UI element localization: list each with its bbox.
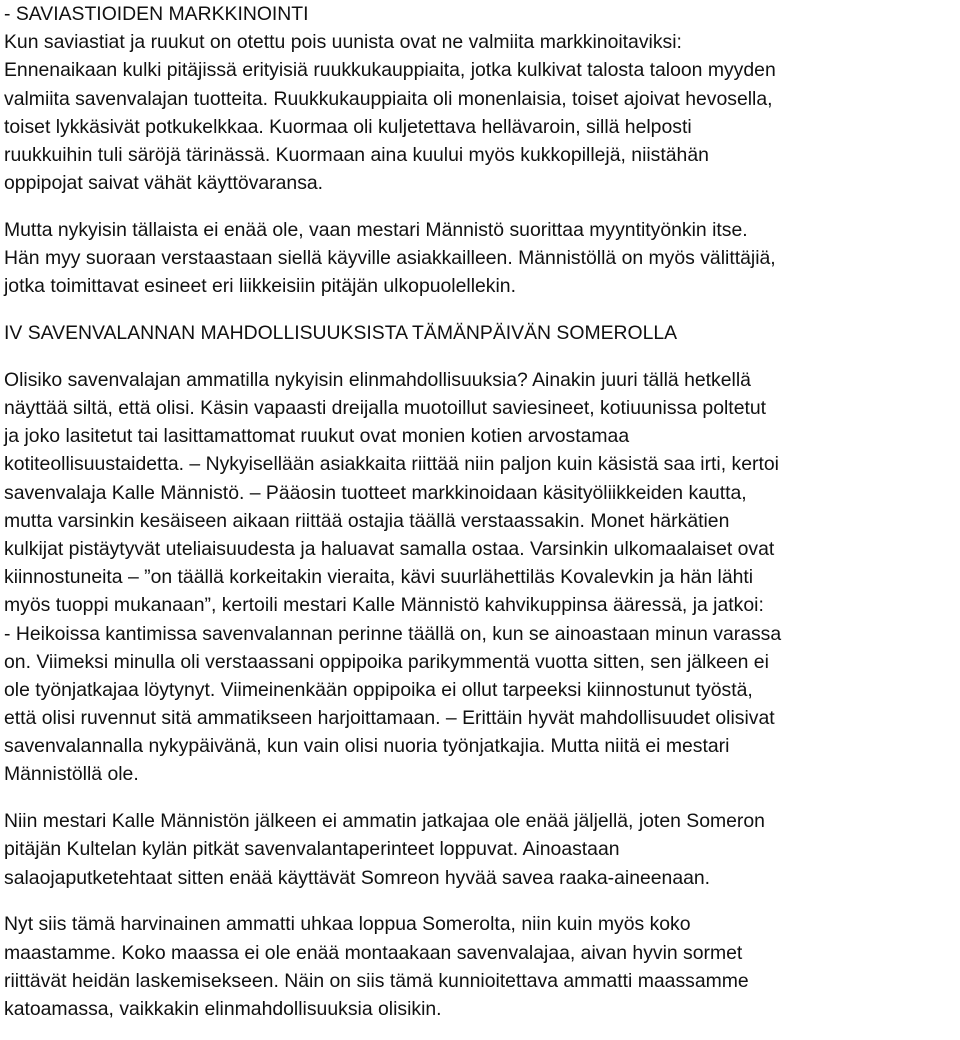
text-line: - Heikoissa kantimissa savenvalannan perinne täällä on, kun se ainoastaan minun varassa — [4, 622, 782, 645]
text-line: kiinnostuneita – ”on täällä korkeitakin vieraita, kävi suurlähettiläs Kovalevkin ja hän lähti — [4, 566, 754, 589]
text-line: kulkijat pistäytyvät uteliaisuudesta ja haluavat samalla ostaa. Varsinkin ulkomaalaiset ovat — [4, 537, 775, 560]
document-page — [4, 0, 956, 1023]
paragraph-gap — [4, 347, 956, 366]
text-line: mutta varsinkin kesäiseen aikaan riittää ostajia täällä verstaassakin. Monet härkätien — [4, 509, 730, 532]
paragraph-gap — [4, 892, 956, 911]
text-line: maastamme. Koko maassa ei ole enää montaakaan savenvalajaa, aivan hyvin sormet — [4, 941, 743, 964]
text-line: Hän myy suoraan verstaastaan siellä käyville asiakkailleen. Männistöllä on myös välittäjiä, — [4, 247, 776, 270]
text-line: savenvalannalla nykypäivänä, kun vain olisi nuoria työnjatkajia. Mutta niitä ei mestari — [4, 735, 730, 758]
text-line: Ennenaikaan kulki pitäjissä erityisiä ruukkukauppiaita, jotka kulkivat talosta taloon myyden — [4, 59, 776, 82]
paragraph-gap — [4, 197, 956, 216]
text-line: oppipojat saivat vähät käyttövaransa. — [4, 172, 324, 195]
paragraph-gap — [4, 789, 956, 808]
text-line: - SAVIASTIOIDEN MARKKINOINTI — [4, 3, 309, 25]
text-line: on. Viimeksi minulla oli verstaassani oppipoika parikymmentä vuotta sitten, sen jälkeen ei — [4, 650, 769, 673]
text-line: ole työnjatkajaa löytynyt. Viimeinenkään oppipoika ei ollut tarpeeksi kiinnostunut työstä, — [4, 678, 753, 701]
text-line: salaojaputketehtaat sitten enää käyttävät Somreon hyvää savea raaka-aineenaan. — [4, 866, 711, 889]
text-line: Olisiko savenvalajan ammatilla nykyisin elinmahdollisuuksia? Ainakin juuri tällä hetkellä — [4, 368, 751, 391]
text-line: jotka toimittavat esineet eri liikkeisiin pitäjän ulkopuolellekin. — [4, 275, 516, 298]
text-line: savenvalaja Kalle Männistö. – Pääosin tuotteet markkinoidaan käsityöliikkeiden kautta, — [4, 481, 747, 504]
text-line: Männistöllä ole. — [4, 763, 139, 786]
text-line: toiset lykkäsivät potkukelkkaa. Kuormaa oli kuljetettava hellävaroin, sillä helposti — [4, 115, 692, 138]
text-line: että olisi ruvennut sitä ammatikseen harjoittamaan. – Erittäin hyvät mahdollisuudet olisivat — [4, 707, 775, 730]
text-line: Niin mestari Kalle Männistön jälkeen ei ammatin jatkajaa ole enää jäljellä, joten Someron — [4, 810, 765, 833]
text-line: IV SAVENVALANNAN MAHDOLLISUUKSISTA TÄMÄNPÄIVÄN SOMEROLLA — [4, 322, 678, 345]
text-line: näyttää siltä, että olisi. Käsin vapaasti dreijalla muotoillut saviesineet, kotiuunissa poltetut — [4, 397, 767, 420]
text-line: Nyt siis tämä harvinainen ammatti uhkaa loppua Somerolta, niin kuin myös koko — [4, 913, 691, 936]
text-line: Mutta nykyisin tällaista ei enää ole, vaan mestari Männistö suorittaa myyntityönkin itse. — [4, 218, 748, 241]
text-line: myös tuoppi mukanaan”, kertoili mestari Kalle Männistö kahvikuppinsa ääressä, ja jatkoi: — [4, 594, 764, 617]
text-line: riittävät heidän laskemisekseen. Näin on siis tämä kunnioitettava ammatti maassamme — [4, 969, 749, 992]
text-line: Kun saviastiat ja ruukut on otettu pois uunista ovat ne valmiita markkinoitaviksi: — [4, 31, 682, 54]
text-line: pitäjän Kultelan kylän pitkät savenvalantaperinteet loppuvat. Ainoastaan — [4, 838, 620, 861]
text-line: valmiita savenvalajan tuotteita. Ruukkukauppiaita oli monenlaisia, toiset ajoivat hevosella, — [4, 87, 773, 110]
text-line: kotiteollisuustaidetta. – Nykyisellään asiakkaita riittää niin paljon kuin käsistä saa irti, kertoi — [4, 453, 779, 476]
text-line: ruukkuihin tuli säröjä tärinässä. Kuormaan aina kuului myös kukkopillejä, niistähän — [4, 143, 709, 166]
text-line: ja joko lasitetut tai lasittamattomat ruukut ovat monien kotien arvostamaa — [4, 425, 630, 448]
text-line: katoamassa, vaikkakin elinmahdollisuuksia olisikin. — [4, 997, 442, 1020]
paragraph-gap — [4, 300, 956, 319]
